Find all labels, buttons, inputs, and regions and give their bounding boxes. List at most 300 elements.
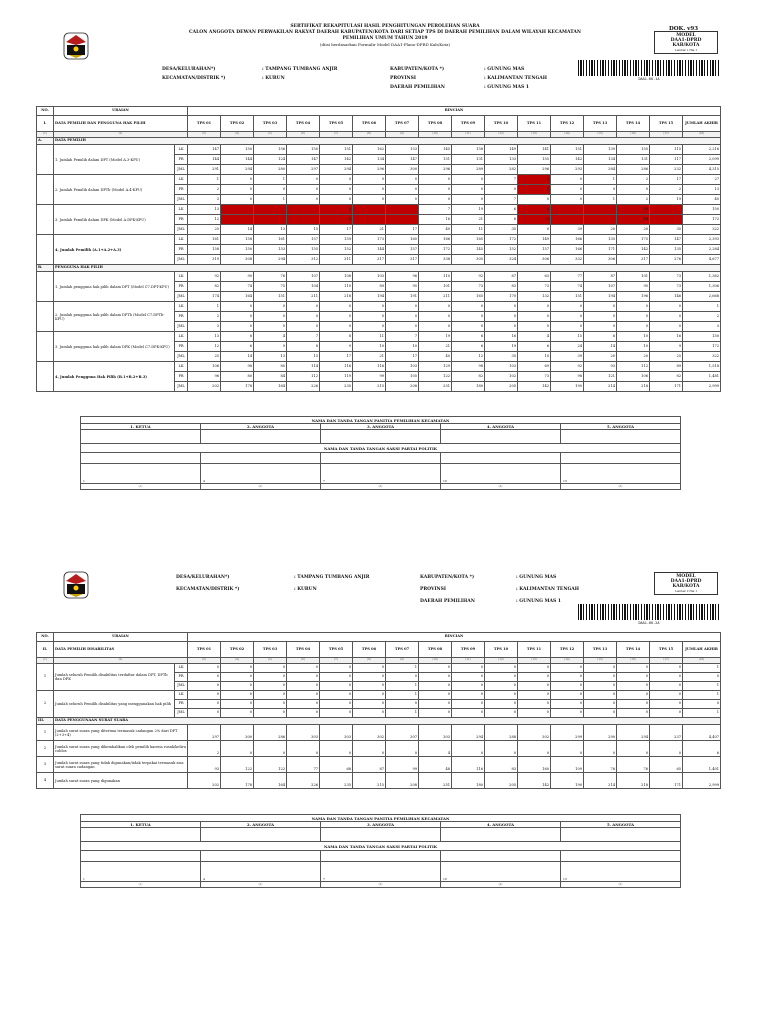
index-cell: (17) — [650, 132, 683, 138]
value-cell: 306 — [584, 255, 617, 265]
value-cell: 133 — [485, 155, 518, 165]
value-cell: 0 — [584, 741, 617, 757]
value-cell: 0 — [551, 185, 584, 195]
value-cell: 0 — [650, 741, 683, 757]
value-cell: 0 — [452, 709, 485, 718]
value-cell: 102 — [485, 372, 518, 382]
value-cell: 0 — [320, 691, 353, 700]
value-cell: 0 — [485, 691, 518, 700]
value-cell: 0 — [518, 185, 551, 195]
value-cell: 13 — [188, 205, 221, 215]
value-cell: 8 — [287, 342, 320, 352]
value-cell: 0 — [617, 322, 650, 332]
value-cell: 162 — [353, 145, 386, 155]
value-cell: 142 — [617, 245, 650, 255]
signature-box — [81, 828, 201, 842]
index-cell: (8) — [353, 132, 386, 138]
value-cell: 156 — [254, 145, 287, 155]
value-cell: 152 — [485, 245, 518, 255]
value-cell: 305 — [452, 255, 485, 265]
value-cell: 0 — [551, 322, 584, 332]
witness-sign-box — [321, 464, 441, 484]
value-cell: 0 — [617, 682, 650, 691]
value-cell: 317 — [353, 255, 386, 265]
value-cell: 159 — [320, 235, 353, 245]
value-cell: 0 — [320, 195, 353, 205]
value-cell: 132 — [518, 292, 551, 302]
value-cell: 9 — [254, 342, 287, 352]
value-cell: 150 — [221, 245, 254, 255]
table-row — [37, 175, 721, 185]
total-cell: 150 — [683, 205, 721, 215]
col-no-header: NO. — [37, 107, 54, 116]
value-cell: 0 — [419, 185, 452, 195]
kabupaten-value: : GUNUNG MAS — [484, 67, 525, 72]
gender-cell: LK — [175, 235, 188, 245]
value-cell: 0 — [287, 709, 320, 718]
value-cell: 160 — [518, 757, 551, 773]
value-cell: 0 — [485, 185, 518, 195]
value-cell: 302 — [353, 725, 386, 741]
kpu-logo-icon — [63, 32, 89, 60]
model-box-2 — [654, 572, 718, 595]
gender-cell: PR — [175, 700, 188, 709]
value-cell: 16 — [419, 215, 452, 225]
table-row — [37, 691, 721, 700]
tps-header: TPS 03 — [254, 116, 287, 132]
gender-cell: LK — [175, 145, 188, 155]
total-cell: 27 — [683, 175, 721, 185]
value-cell: 160 — [386, 235, 419, 245]
gender-cell: LK — [175, 362, 188, 372]
value-cell: 0 — [485, 700, 518, 709]
value-cell: 0 — [287, 673, 320, 682]
col-rincian-header: RINCIAN — [188, 107, 721, 116]
value-cell: 13 — [254, 352, 287, 362]
row-number-cell: 2 — [37, 741, 54, 757]
value-cell: 0 — [419, 664, 452, 673]
subsection-row — [37, 138, 721, 145]
index-cell: (10) — [419, 658, 452, 664]
value-cell: 0 — [221, 709, 254, 718]
value-cell: 9 — [320, 342, 353, 352]
value-cell: 7 — [485, 175, 518, 185]
value-cell: 0 — [254, 302, 287, 312]
value-cell: 0 — [287, 700, 320, 709]
value-cell: 124 — [254, 155, 287, 165]
signature-table-1 — [80, 416, 681, 490]
row-number-cell — [37, 302, 54, 332]
witness-box — [561, 851, 681, 862]
value-cell: 0 — [353, 709, 386, 718]
value-cell: 0 — [254, 673, 287, 682]
value-cell — [386, 205, 419, 215]
value-cell: 0 — [551, 741, 584, 757]
sig-title-row — [81, 815, 681, 822]
tps-header: TPS 04 — [287, 116, 320, 132]
row-label: 3. Jumlah Pemilih dalam DPK (Model A.DPK-KPU) — [54, 205, 175, 235]
index-cell: (10) — [419, 132, 452, 138]
header-row-1 — [37, 633, 721, 642]
value-cell: 0 — [452, 664, 485, 673]
tps-header: TPS 15 — [650, 116, 683, 132]
value-cell: 190 — [551, 773, 584, 789]
value-cell: 108 — [320, 272, 353, 282]
value-cell: 202 — [188, 382, 221, 392]
gender-cell: PR — [175, 673, 188, 682]
value-cell: 144 — [353, 245, 386, 255]
witness-number: 10 — [443, 877, 447, 881]
gender-cell: PR — [175, 215, 188, 225]
value-cell: 65 — [650, 757, 683, 773]
witness-number: 4 — [203, 479, 205, 483]
sig-title-row — [81, 842, 681, 851]
value-cell: 0 — [320, 185, 353, 195]
value-cell: 232 — [650, 165, 683, 175]
value-cell: 151 — [551, 145, 584, 155]
tps-header: TPS 11 — [518, 642, 551, 658]
value-cell: 0 — [419, 673, 452, 682]
value-cell: 1 — [584, 175, 617, 185]
value-cell: 0 — [617, 741, 650, 757]
value-cell: 211 — [419, 292, 452, 302]
value-cell: 0 — [254, 322, 287, 332]
dapil-value: : GUNUNG MAS 1 — [484, 85, 529, 90]
value-cell: 2 — [617, 195, 650, 205]
value-cell: 214 — [584, 382, 617, 392]
value-cell: 214 — [584, 773, 617, 789]
value-cell: 0 — [485, 302, 518, 312]
value-cell: 2 — [188, 741, 221, 757]
table-row — [37, 773, 721, 789]
witness-box — [201, 851, 321, 862]
value-cell: 95 — [617, 282, 650, 292]
value-cell: 0 — [221, 195, 254, 205]
value-cell: 0 — [518, 673, 551, 682]
value-cell: 0 — [287, 175, 320, 185]
value-cell: 319 — [188, 255, 221, 265]
value-cell: 0 — [551, 682, 584, 691]
value-cell: 0 — [584, 185, 617, 195]
sig-role: 1. KETUA — [81, 822, 201, 828]
value-cell: 0 — [386, 673, 419, 682]
value-cell: 0 — [485, 741, 518, 757]
value-cell: 11 — [452, 225, 485, 235]
value-cell: 98 — [551, 372, 584, 382]
index-cell: (14) — [551, 132, 584, 138]
value-cell: 215 — [353, 773, 386, 789]
row-number-cell — [37, 272, 54, 302]
value-cell: 122 — [419, 372, 452, 382]
value-cell: 324 — [485, 255, 518, 265]
signature-box — [201, 430, 321, 444]
value-cell: 98 — [452, 362, 485, 372]
value-cell: 0 — [650, 682, 683, 691]
value-cell: 7 — [287, 332, 320, 342]
table-row — [37, 272, 721, 282]
value-cell: 0 — [584, 302, 617, 312]
header-line-4: (diisi berdasarkan Formulir Model DAA1-Plano-DPRD Kab/Kota) — [319, 42, 451, 47]
value-cell: 12 — [188, 215, 221, 225]
value-cell: 0 — [617, 664, 650, 673]
value-cell: 39 — [551, 352, 584, 362]
value-cell: 106 — [188, 362, 221, 372]
witness-sign-box — [321, 862, 441, 882]
index-cell: (11) — [452, 658, 485, 664]
index-cell: (4) — [441, 484, 561, 490]
value-cell: 9 — [320, 215, 353, 225]
model-box — [654, 31, 718, 54]
value-cell: 142 — [320, 155, 353, 165]
value-cell: 0 — [518, 195, 551, 205]
location-info-2 — [0, 574, 768, 604]
value-cell: 96 — [386, 272, 419, 282]
value-cell: 296 — [353, 165, 386, 175]
value-cell: 0 — [551, 195, 584, 205]
value-cell: 25 — [188, 225, 221, 235]
value-cell: 218 — [617, 773, 650, 789]
value-cell: 175 — [617, 235, 650, 245]
witness-box — [441, 453, 561, 464]
value-cell: 8 — [320, 332, 353, 342]
value-cell: 0 — [419, 709, 452, 718]
value-cell: 149 — [485, 145, 518, 155]
value-cell: 308 — [221, 255, 254, 265]
gender-cell: PR — [175, 312, 188, 322]
index-row — [81, 882, 681, 888]
value-cell: 135 — [584, 235, 617, 245]
value-cell: 300 — [221, 725, 254, 741]
value-cell: 280 — [254, 165, 287, 175]
value-cell: 0 — [584, 312, 617, 322]
witness-sign-box — [561, 862, 681, 882]
value-cell: 63 — [518, 272, 551, 282]
value-cell: 35 — [485, 225, 518, 235]
model-sheet: Lembar 1 Hal 1 — [674, 47, 698, 52]
value-cell: 0 — [254, 691, 287, 700]
gender-cell: PR — [175, 245, 188, 255]
value-cell: 194 — [353, 292, 386, 302]
value-cell: 73 — [518, 282, 551, 292]
provinsi-label: PROVINSI — [390, 76, 417, 81]
value-cell: 0 — [518, 302, 551, 312]
tps-header: TPS 01 — [188, 642, 221, 658]
value-cell: 6 — [485, 215, 518, 225]
value-cell: 80 — [254, 362, 287, 372]
value-cell: 35 — [485, 352, 518, 362]
value-cell: 0 — [584, 691, 617, 700]
value-cell: 164 — [221, 292, 254, 302]
total-cell: 2,099 — [683, 155, 721, 165]
table-row — [37, 235, 721, 245]
index-cell: (13) — [518, 132, 551, 138]
value-cell: 0 — [386, 700, 419, 709]
value-cell: 142 — [551, 155, 584, 165]
kecamatan-label: KECAMATAN/DISTRIK *) — [176, 587, 240, 592]
value-cell: 1 — [188, 175, 221, 185]
value-cell: 164 — [254, 773, 287, 789]
model-sheet: Lembar 2 Hal 1 — [674, 588, 698, 593]
row-number-cell: 1 — [37, 664, 54, 691]
value-cell: 202 — [188, 773, 221, 789]
value-cell: 48 — [419, 757, 452, 773]
row-label: 2. Jumlah Pemilih dalam DPTb (Model A.4-KPU) — [54, 175, 175, 205]
value-cell: 0 — [617, 302, 650, 312]
table-row — [37, 725, 721, 741]
section-title: DATA PEMILIH DAN PENGGUNA HAK PILIH — [54, 116, 188, 132]
value-cell: 21 — [452, 215, 485, 225]
value-cell: 112 — [617, 362, 650, 372]
value-cell: 0 — [188, 682, 221, 691]
witness-box — [321, 453, 441, 464]
sig-role: 2. ANGGOTA — [201, 822, 321, 828]
sig-space-row — [81, 828, 681, 842]
value-cell — [650, 215, 683, 225]
value-cell: 0 — [452, 691, 485, 700]
value-cell: 16 — [485, 332, 518, 342]
value-cell: 116 — [452, 757, 485, 773]
value-cell: 0 — [320, 673, 353, 682]
value-cell: 122 — [221, 757, 254, 773]
sig-role: 1. KETUA — [81, 424, 201, 430]
row-label: Jumlah surat suara yang dikembalikan oleh pemilih karena rusak/keliru coblos — [54, 741, 188, 757]
value-cell: 109 — [551, 757, 584, 773]
gender-cell: JML — [175, 352, 188, 362]
value-cell: 157 — [287, 235, 320, 245]
index-cell: (4) — [221, 132, 254, 138]
value-cell: 307 — [386, 725, 419, 741]
value-cell: 116 — [353, 362, 386, 372]
value-cell: 0 — [221, 302, 254, 312]
value-cell: 0 — [452, 682, 485, 691]
value-cell: 165 — [452, 292, 485, 302]
gender-cell: LK — [175, 691, 188, 700]
value-cell: 0 — [452, 175, 485, 185]
value-cell: 73 — [650, 272, 683, 282]
sig-title-row — [81, 417, 681, 424]
value-cell: 174 — [188, 292, 221, 302]
value-cell — [254, 215, 287, 225]
value-cell: 19 — [452, 205, 485, 215]
value-cell: 0 — [254, 682, 287, 691]
value-cell: 218 — [617, 382, 650, 392]
kabupaten-label: KABUPATEN/KOTA *) — [420, 575, 475, 580]
desa-value: : TAMPANG TUMBANG ANJIR — [262, 67, 338, 72]
witness-box — [81, 453, 201, 464]
value-cell: 19 — [518, 215, 551, 225]
tps-header: TPS 12 — [551, 642, 584, 658]
value-cell — [353, 205, 386, 215]
value-cell — [551, 205, 584, 215]
witness-sign-box — [81, 862, 201, 882]
index-cell: (15) — [584, 658, 617, 664]
value-cell: 10 — [353, 342, 386, 352]
value-cell: 303 — [287, 725, 320, 741]
value-cell: 77 — [287, 757, 320, 773]
value-cell: 16 — [617, 205, 650, 215]
value-cell: 80 — [221, 372, 254, 382]
value-cell: 218 — [320, 292, 353, 302]
value-cell: 0 — [650, 312, 683, 322]
value-cell: 0 — [452, 741, 485, 757]
index-cell: (17) — [650, 658, 683, 664]
row-number-cell: 1 — [37, 725, 54, 741]
value-cell: 211 — [287, 292, 320, 302]
row-label: 1. Jumlah Pemilih dalam DPT (Model A.3-KPU) — [54, 145, 175, 175]
location-info — [0, 66, 768, 96]
value-cell: 2 — [617, 175, 650, 185]
value-cell: 13 — [254, 225, 287, 235]
value-cell: 0 — [386, 302, 419, 312]
signature-box — [561, 430, 681, 444]
tps-header: TPS 01 — [188, 116, 221, 132]
kabupaten-label: KABUPATEN/KOTA *) — [390, 67, 445, 72]
index-cell: (1) — [81, 484, 201, 490]
value-cell: 0 — [353, 741, 386, 757]
value-cell: 0 — [419, 195, 452, 205]
total-header: JUMLAH AKHIR — [683, 116, 721, 132]
value-cell: 332 — [551, 255, 584, 265]
value-cell: 300 — [386, 165, 419, 175]
signature-box — [201, 828, 321, 842]
sig-role: 3. ANGGOTA — [321, 424, 441, 430]
value-cell: 0 — [419, 312, 452, 322]
witness-box — [201, 453, 321, 464]
value-cell: 133 — [254, 245, 287, 255]
value-cell: 144 — [188, 155, 221, 165]
value-cell: 17 — [386, 352, 419, 362]
col-uraian-header: URAIAN — [54, 107, 188, 116]
value-cell: 75 — [254, 282, 287, 292]
value-cell: 15 — [287, 225, 320, 235]
row-label: 4. Jumlah Pengguna Hak Pilih (B.1+B.2+B.3) — [54, 362, 175, 392]
value-cell: 21 — [419, 342, 452, 352]
value-cell: 103 — [386, 362, 419, 372]
witness-sign-box — [441, 862, 561, 882]
model-line-1: MODEL — [676, 574, 696, 579]
value-cell: 99 — [353, 372, 386, 382]
witness-number: 1 — [83, 877, 85, 881]
tps-header: TPS 08 — [419, 116, 452, 132]
value-cell: 196 — [617, 292, 650, 302]
value-cell: 153 — [386, 145, 419, 155]
gender-cell: JML — [175, 225, 188, 235]
gender-cell: JML — [175, 292, 188, 302]
tps-header: TPS 07 — [386, 642, 419, 658]
index-cell: (13) — [518, 658, 551, 664]
value-cell: 151 — [254, 292, 287, 302]
value-cell: 14 — [584, 342, 617, 352]
index-cell: (2) — [54, 132, 188, 138]
value-cell: 89 — [353, 282, 386, 292]
gender-cell: PR — [175, 185, 188, 195]
table-row — [37, 741, 721, 757]
value-cell: 0 — [419, 700, 452, 709]
total-cell: 2,999 — [683, 773, 721, 789]
sig-title-ppk: NAMA DAN TANDA TANGAN PANITIA PEMILIHAN KECAMATAN — [81, 417, 681, 424]
index-cell: (7) — [320, 132, 353, 138]
witness-number: 4 — [203, 877, 205, 881]
value-cell: 1 — [386, 664, 419, 673]
value-cell: 1 — [386, 682, 419, 691]
value-cell: 0 — [287, 195, 320, 205]
value-cell: 0 — [320, 302, 353, 312]
value-cell: 0 — [287, 741, 320, 757]
total-cell: 40 — [683, 195, 721, 205]
value-cell: 0 — [551, 312, 584, 322]
value-cell: 10 — [518, 352, 551, 362]
value-cell: 10 — [617, 332, 650, 342]
